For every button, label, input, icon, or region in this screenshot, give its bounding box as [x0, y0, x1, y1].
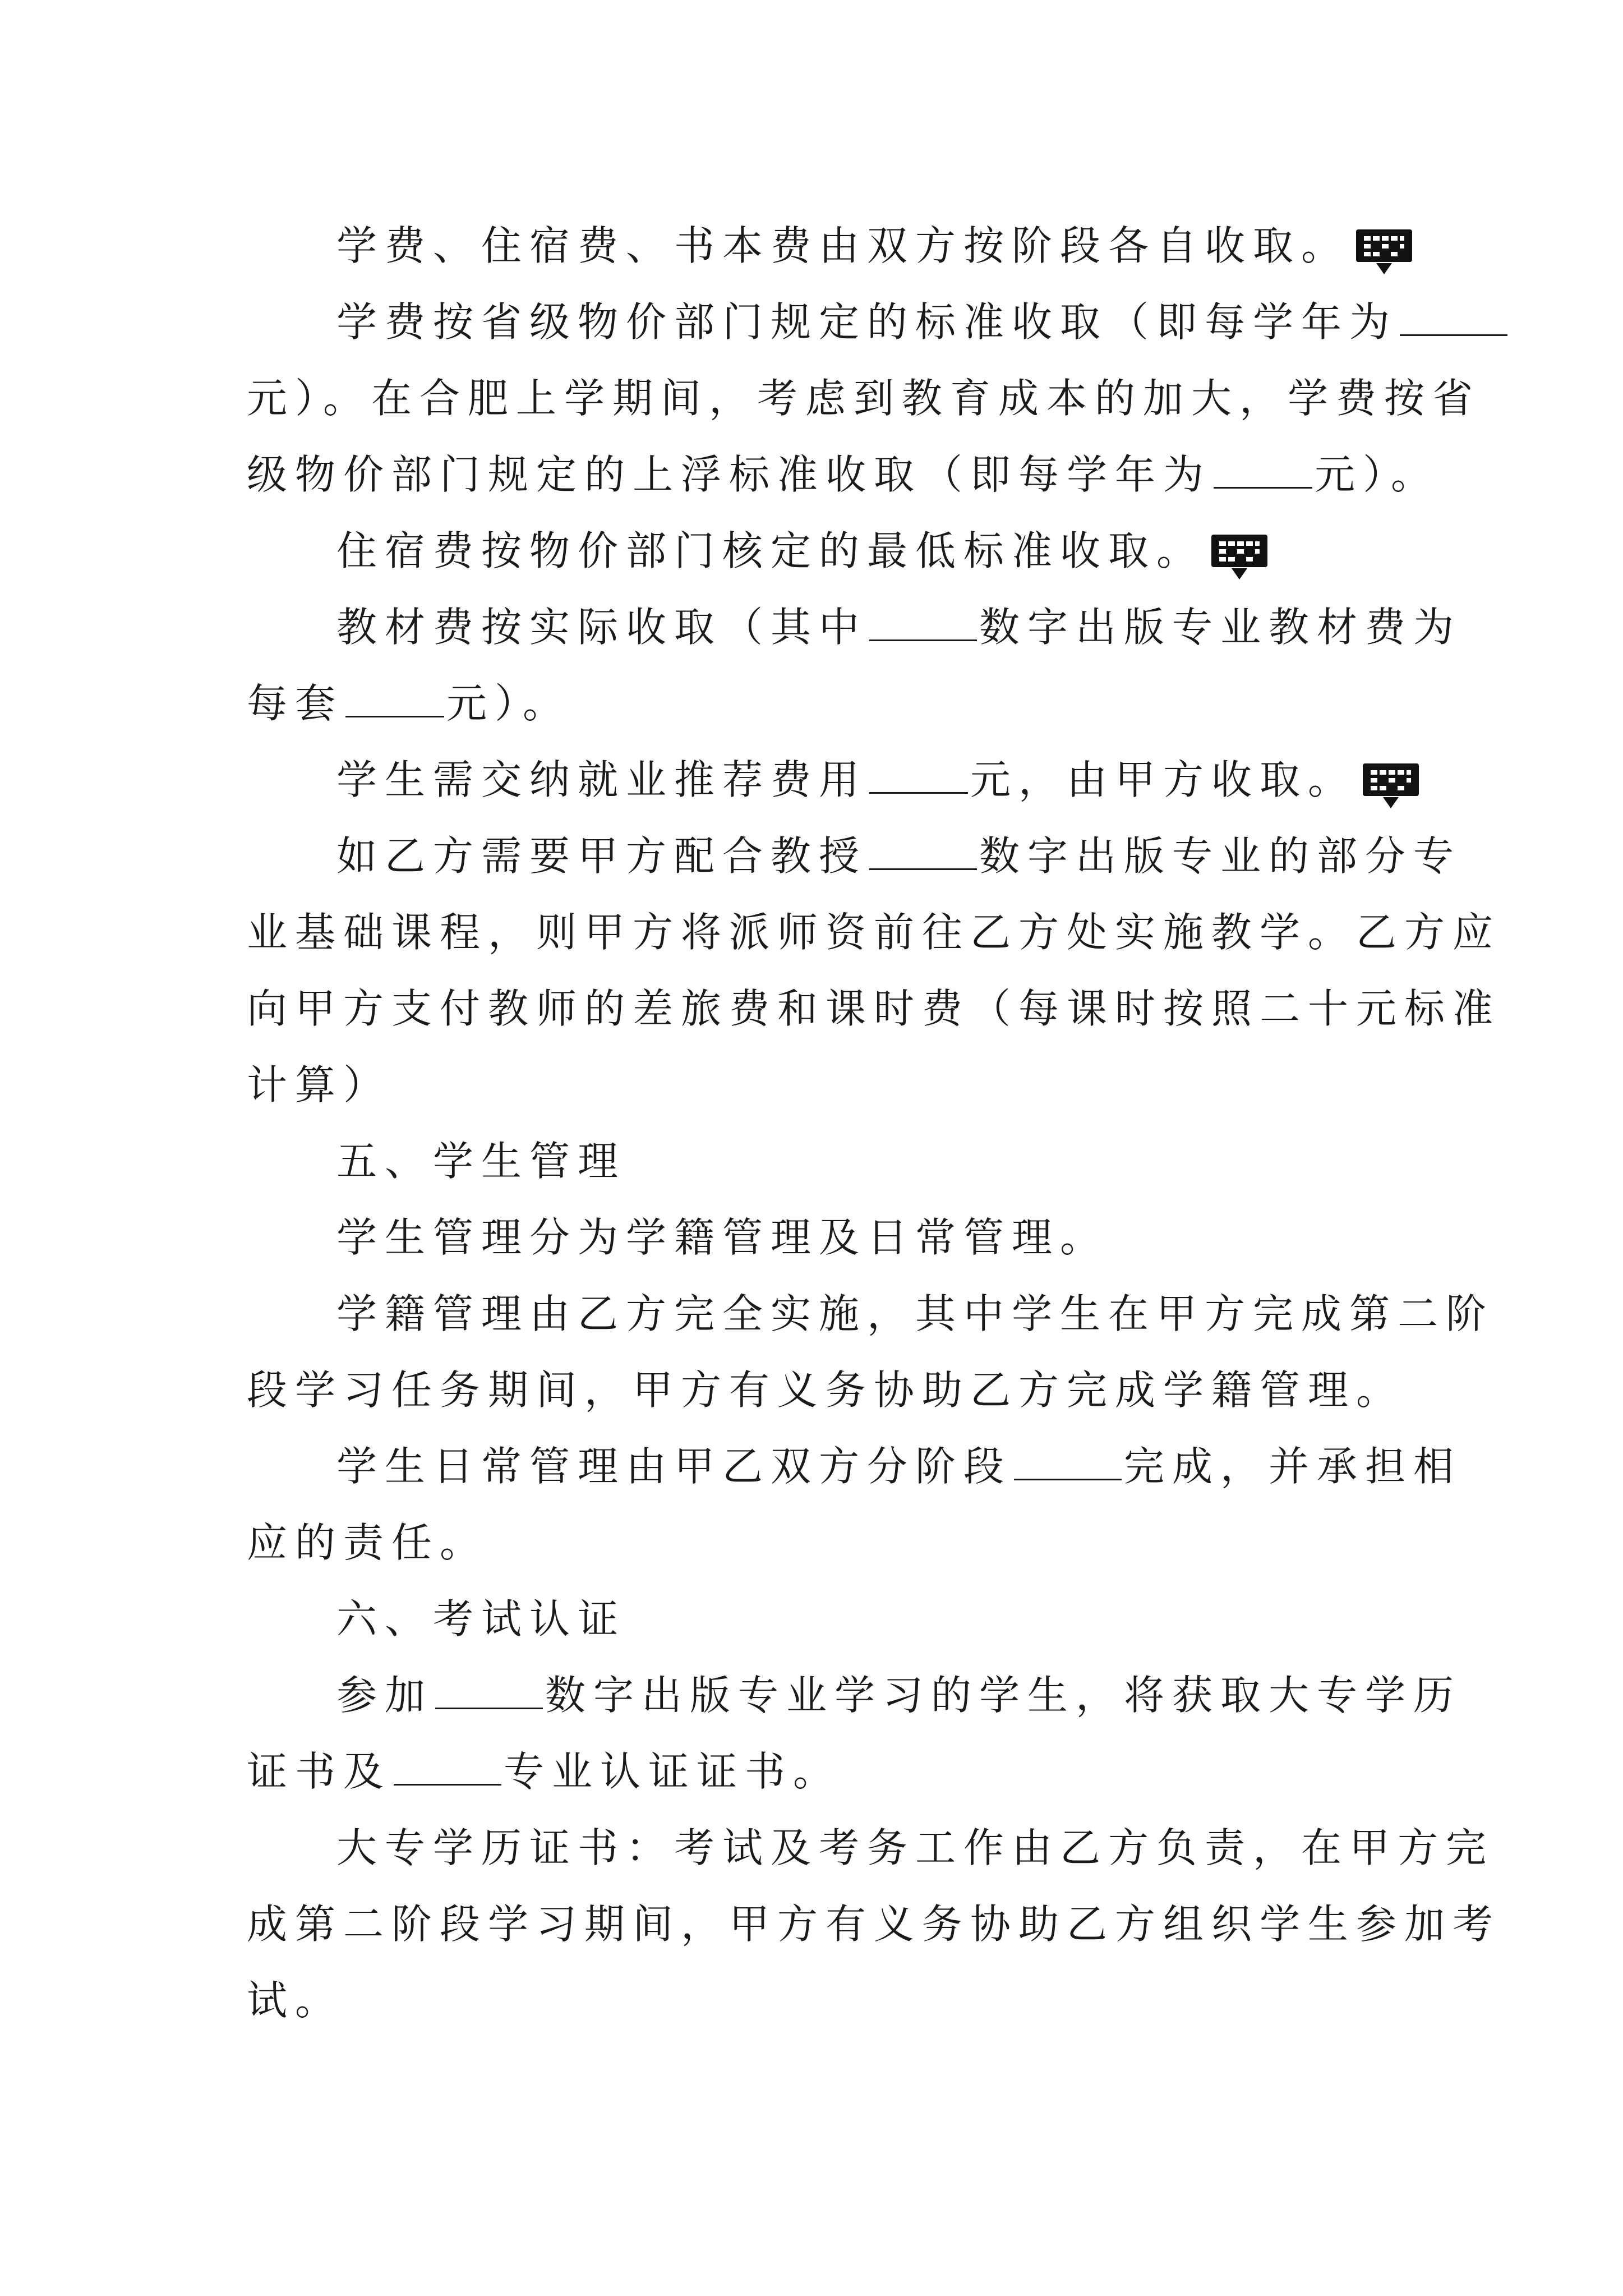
paragraph-teaching-line4 — [247, 1047, 1380, 1123]
paragraph-accommodation — [336, 513, 1469, 589]
paragraph-textbook-line2 — [247, 665, 1380, 742]
fill-blank[interactable] — [869, 604, 977, 641]
paragraph-fees-overview — [336, 208, 1469, 284]
fill-blank[interactable] — [1014, 1443, 1122, 1480]
text: 成第二阶段学习期间，甲方有义务协助乙方组织学生参加考 — [247, 1901, 1501, 1948]
comment-note-icon[interactable] — [1211, 535, 1267, 567]
text: 教材费按实际收取（其中 — [336, 604, 868, 651]
paragraph-teaching-line1 — [336, 818, 1469, 894]
paragraph-employment-fee — [336, 742, 1469, 818]
fill-blank[interactable] — [869, 756, 968, 794]
paragraph-management-types — [336, 1199, 1469, 1276]
text: 五、学生管理 — [336, 1138, 626, 1185]
paragraph-tuition-line3 — [247, 436, 1440, 513]
text: 业基础课程，则甲方将派师资前往乙方处实施教学。乙方应 — [247, 909, 1501, 956]
text: 级物价部门规定的上浮标准收取（即每学年为 — [247, 451, 1212, 498]
text: 数字出版专业学习的学生，将获取大专学历 — [545, 1672, 1462, 1719]
text: 元）。在合肥上学期间，考虑到教育成本的加大，学费按省 — [247, 375, 1481, 422]
text: 学籍管理由乙方完全实施，其中学生在甲方完成第二阶 — [336, 1290, 1495, 1337]
fill-blank[interactable] — [1400, 298, 1507, 336]
fill-blank[interactable] — [869, 832, 977, 870]
fill-blank[interactable] — [435, 1672, 543, 1709]
text: 如乙方需要甲方配合教授 — [336, 832, 868, 880]
text: 试。 — [247, 1977, 344, 2024]
text: 应的责任。 — [247, 1519, 488, 1566]
text: 学费、住宿费、书本费由双方按阶段各自收取。 — [336, 222, 1350, 269]
paragraph-daily-line2 — [247, 1504, 1380, 1581]
text: 学生管理分为学籍管理及日常管理。 — [336, 1214, 1109, 1261]
text: 学生需交纳就业推荐费用 — [336, 756, 868, 803]
text: 完成，并承担相 — [1124, 1443, 1462, 1490]
text: 大专学历证书：考试及考务工作由乙方负责，在甲方完 — [336, 1824, 1495, 1871]
text: 住宿费按物价部门核定的最低标准收取。 — [336, 527, 1205, 574]
text: 向甲方支付教师的差旅费和课时费（每课时按照二十元标准 — [247, 985, 1501, 1032]
fill-blank[interactable] — [345, 680, 444, 717]
paragraph-registry-line1 — [336, 1276, 1495, 1352]
paragraph-tuition-line1 — [336, 284, 1469, 360]
text: 学生日常管理由甲乙双方分阶段 — [336, 1443, 1012, 1490]
comment-note-icon[interactable] — [1356, 229, 1412, 262]
text: 证书及 — [247, 1748, 392, 1795]
text: 元）。 — [446, 680, 571, 727]
paragraph-teaching-line2 — [247, 894, 1501, 970]
comment-note-icon[interactable] — [1363, 763, 1419, 796]
paragraph-textbook-line1 — [336, 589, 1469, 665]
paragraph-certificates-line1 — [336, 1657, 1469, 1733]
paragraph-daily-line1 — [336, 1428, 1469, 1504]
text: 数字出版专业的部分专 — [979, 832, 1462, 880]
paragraph-diploma-line2 — [247, 1886, 1501, 1962]
text: 元，由甲方收取。 — [970, 756, 1357, 803]
paragraph-diploma-line3 — [247, 1962, 1380, 2039]
fill-blank[interactable] — [394, 1748, 501, 1786]
text: 专业认证证书。 — [504, 1748, 842, 1795]
text: 学费按省级物价部门规定的标准收取（即每学年为 — [336, 298, 1398, 346]
section-heading-student-management — [336, 1123, 1469, 1199]
paragraph-tuition-line2 — [247, 360, 1481, 436]
text: 数字出版专业教材费为 — [979, 604, 1462, 651]
text: 段学习任务期间，甲方有义务协助乙方完成学籍管理。 — [247, 1366, 1405, 1414]
text: 每套 — [247, 680, 344, 727]
paragraph-certificates-line2 — [247, 1733, 1380, 1810]
paragraph-registry-line2 — [247, 1352, 1405, 1428]
section-heading-exam-certification — [336, 1581, 1469, 1657]
text: 元）。 — [1315, 451, 1440, 498]
text: 参加 — [336, 1672, 434, 1719]
text: 六、考试认证 — [336, 1595, 626, 1642]
fill-blank[interactable] — [1214, 451, 1312, 489]
paragraph-diploma-line1 — [336, 1810, 1495, 1886]
text: 计算） — [247, 1061, 392, 1108]
paragraph-teaching-line3 — [247, 970, 1501, 1047]
